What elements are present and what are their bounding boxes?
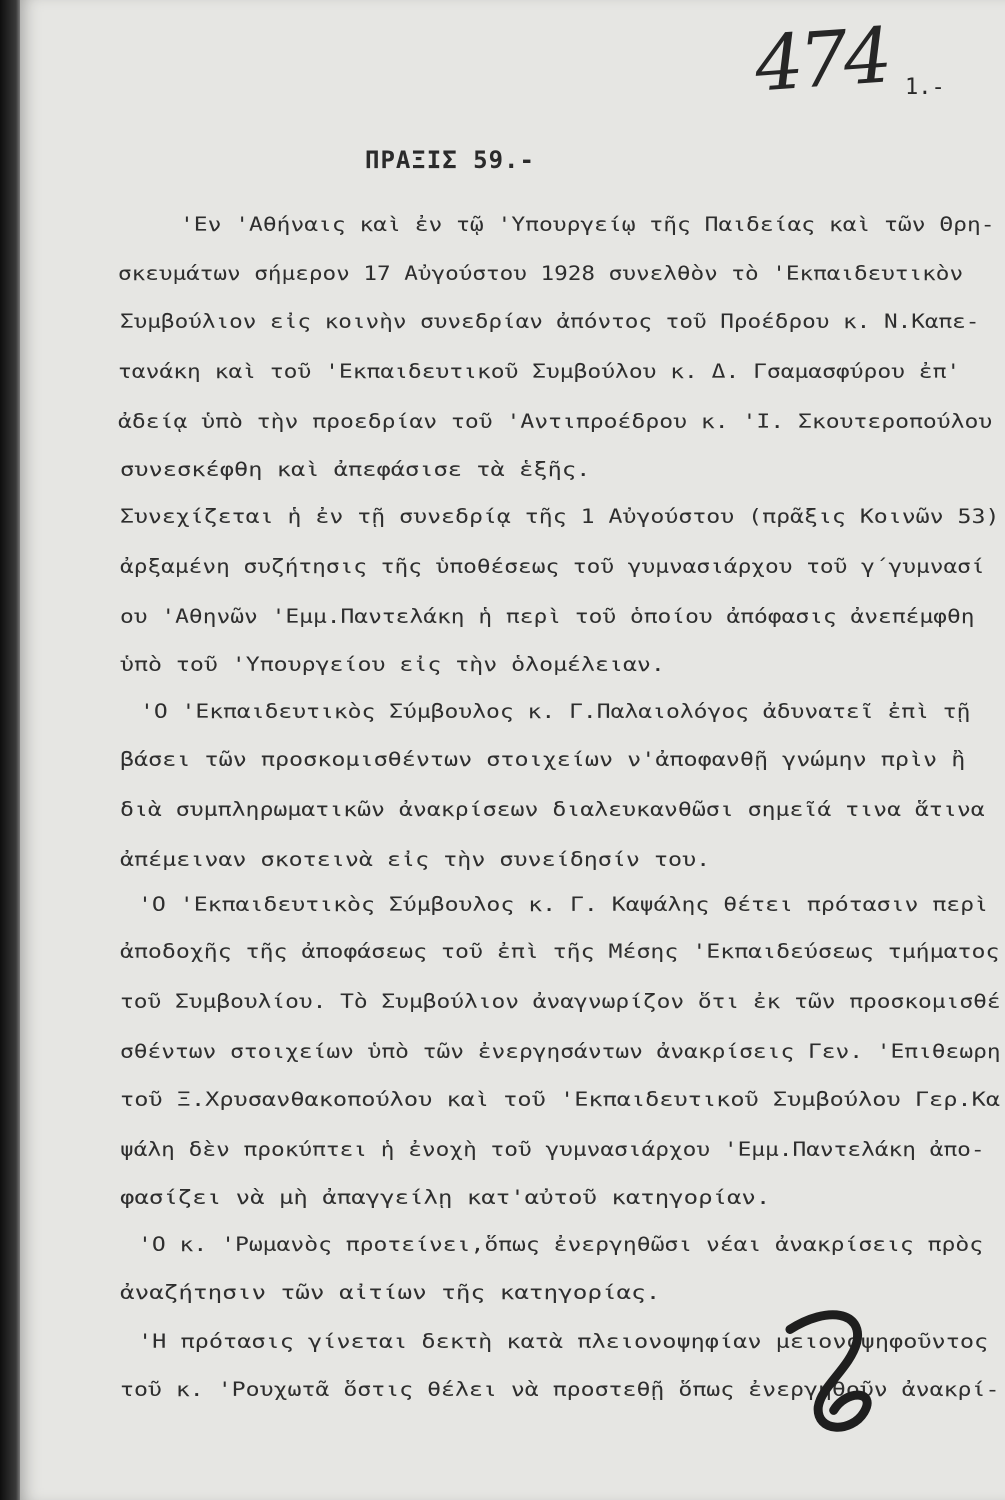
text-line: ψάλη δὲν προκύπτει ἡ ἐνοχὴ τοῦ γυμνασιάρχου 'Εμμ.Παντελάκη ἀπο- xyxy=(120,1138,985,1161)
text-line: συνεσκέφθη καὶ ἀπεφάσισε τὰ ἑξῆς. xyxy=(120,458,591,481)
binding-edge xyxy=(0,0,20,1500)
document-page xyxy=(20,0,1005,1500)
text-line: 'Ο 'Εκπαιδευτικὸς Σύμβουλος κ. Γ. Καψάλης θέτει πρότασιν περὶ xyxy=(138,893,989,916)
text-line: τοῦ Συμβουλίου. Τὸ Συμβούλιον ἀναγνωρίζον ὅτι ἐκ τῶν προσκομισθέ xyxy=(120,990,1001,1013)
text-line: φασίζει νὰ μὴ ἀπαγγείλῃ κατ'αὐτοῦ κατηγορίαν. xyxy=(120,1186,771,1209)
text-line: 'Ο 'Εκπαιδευτικὸς Σύμβουλος κ. Γ.Παλαιολόγος ἀδυνατεῖ ἐπὶ τῇ xyxy=(140,700,971,723)
text-line: ἀρξαμένη συζήτησις τῆς ὑποθέσεως τοῦ γυμνασιάρχου τοῦ γ΄γυμνασί xyxy=(120,555,985,578)
text-line: διὰ συμπληρωματικῶν ἀνακρίσεων διαλευκανθῶσι σημεῖά τινα ἅτινα xyxy=(120,798,985,821)
handwritten-folio-number: 474 xyxy=(752,10,892,109)
act-heading: ΠΡΑΞΙΣ 59.- xyxy=(365,146,535,174)
text-line: τοῦ Ξ.Χρυσανθακοπούλου καὶ τοῦ 'Εκπαιδευτικοῦ Συμβούλου Γερ.Κα xyxy=(120,1088,1001,1111)
text-line: Συνεχίζεται ἡ ἐν τῇ συνεδρίᾳ τῆς 1 Αὐγούστου (πρᾶξις Κοινῶν 53) xyxy=(120,505,1000,528)
text-line: βάσει τῶν προσκομισθέντων στοιχείων ν'ἀποφανθῇ γνώμην πρὶν ἢ xyxy=(120,748,966,771)
text-line: τοῦ κ. 'Ρουχωτᾶ ὅστις θέλει νὰ προστεθῇ ὅπως ἐνεργηθοῦν ἀνακρί- xyxy=(120,1378,1000,1401)
text-line: 'Ο κ. 'Ρωμανὸς προτείνει,ὅπως ἐνεργηθῶσι νέαι ἀνακρίσεις πρὸς xyxy=(138,1233,984,1256)
page-number: 1.- xyxy=(905,75,945,100)
text-line: ἀναζήτησιν τῶν αἰτίων τῆς κατηγορίας. xyxy=(120,1281,661,1304)
text-line: 'Η πρότασις γίνεται δεκτὴ κατὰ πλειονοψηφίαν μειονοψηφοῦντος xyxy=(138,1330,989,1353)
text-line: ἀδείᾳ ὑπὸ τὴν προεδρίαν τοῦ 'Αντιπροέδρου κ. 'Ι. Σκουτεροπούλου xyxy=(118,410,993,433)
text-line: ου 'Αθηνῶν 'Εμμ.Παντελάκη ἡ περὶ τοῦ ὁποίου ἀπόφασις ἀνεπέμφθη xyxy=(120,605,975,628)
text-line: Συμβούλιον εἰς κοινὴν συνεδρίαν ἀπόντος τοῦ Προέδρου κ. Ν.Καπε- xyxy=(120,310,980,333)
text-line: σκευμάτων σήμερον 17 Αὐγούστου 1928 συνελθὸν τὸ 'Εκπαιδευτικὸν xyxy=(118,262,964,285)
text-line: ὑπὸ τοῦ 'Υπουργείου εἰς τὴν ὁλομέλειαν. xyxy=(120,653,665,676)
text-body xyxy=(20,0,1005,1500)
handwritten-signature xyxy=(768,1299,902,1451)
text-line: τανάκη καὶ τοῦ 'Εκπαιδευτικοῦ Συμβούλου κ. Δ. Γσαμασφύρου ἐπ' xyxy=(118,360,961,383)
text-line: 'Εν 'Αθήναις καὶ ἐν τῷ 'Υπουργείῳ τῆς Παιδείας καὶ τῶν Θρη- xyxy=(180,213,995,236)
text-line: σθέντων στοιχείων ὑπὸ τῶν ἐνεργησάντων ἀνακρίσεις Γεν. 'Επιθεωρη xyxy=(120,1040,1001,1063)
text-line: ἀπέμειναν σκοτεινὰ εἰς τὴν συνείδησίν του. xyxy=(120,848,711,871)
text-line: ἀποδοχῆς τῆς ἀποφάσεως τοῦ ἐπὶ τῆς Μέσης 'Εκπαιδεύσεως τμήματος xyxy=(120,940,1000,963)
